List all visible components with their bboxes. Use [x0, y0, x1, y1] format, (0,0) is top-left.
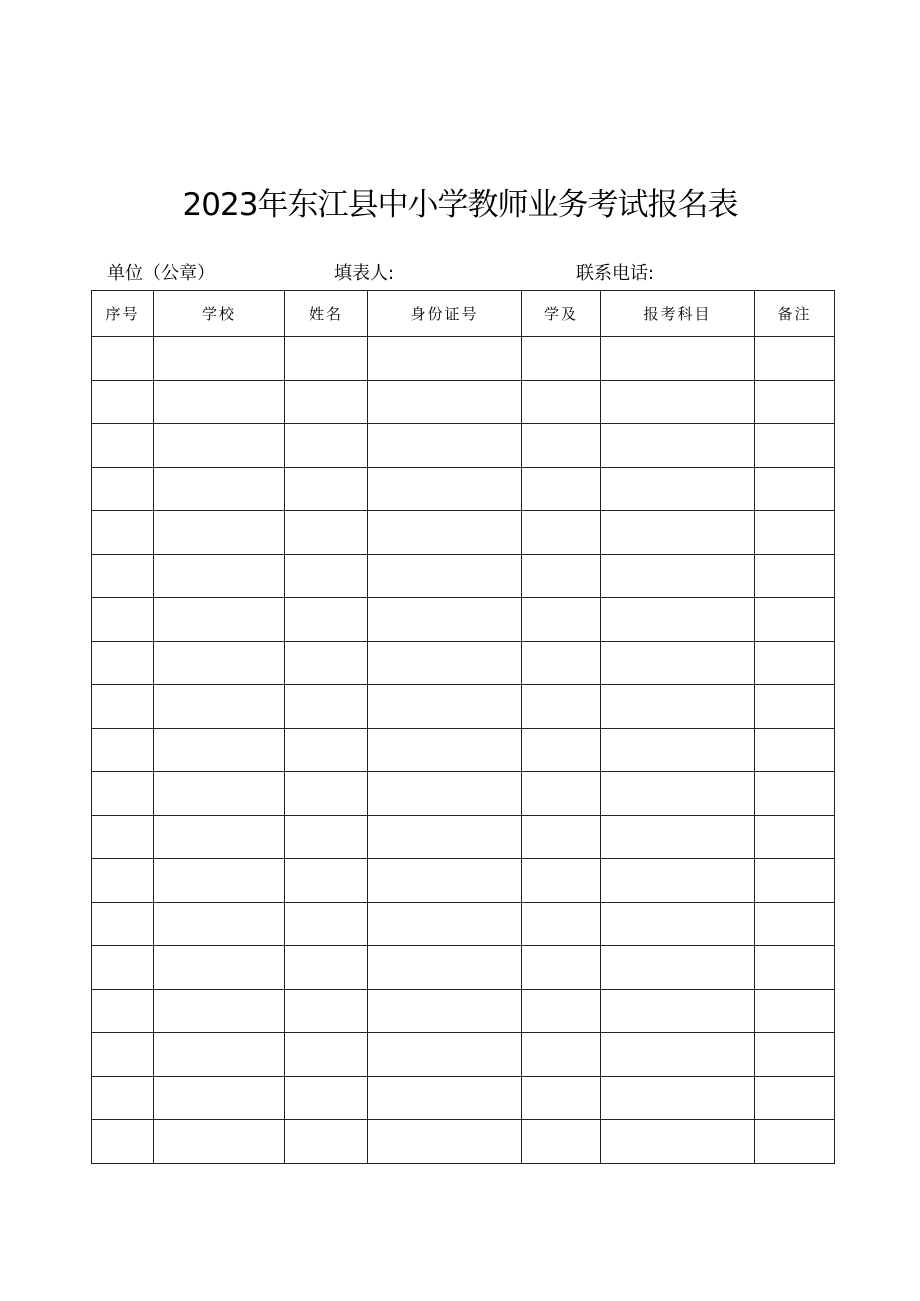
education-cell[interactable] [522, 859, 601, 903]
remarks-cell[interactable] [755, 641, 835, 685]
header-education: 学及 [522, 291, 601, 337]
education-cell[interactable] [522, 1033, 601, 1077]
serial-number-cell[interactable] [92, 511, 154, 555]
exam-subject-cell[interactable] [601, 424, 755, 468]
table-row [92, 641, 835, 685]
name-cell[interactable] [285, 511, 368, 555]
exam-subject-cell[interactable] [601, 946, 755, 990]
education-cell[interactable] [522, 467, 601, 511]
serial-number-cell[interactable] [92, 598, 154, 642]
serial-number-cell[interactable] [92, 1033, 154, 1077]
id-number-cell[interactable] [368, 641, 522, 685]
remarks-cell[interactable] [755, 1076, 835, 1120]
table-row [92, 380, 835, 424]
school-cell[interactable] [154, 1120, 285, 1164]
serial-number-cell[interactable] [92, 859, 154, 903]
id-number-cell[interactable] [368, 859, 522, 903]
id-number-cell[interactable] [368, 902, 522, 946]
education-cell[interactable] [522, 989, 601, 1033]
exam-subject-cell[interactable] [601, 989, 755, 1033]
name-cell[interactable] [285, 946, 368, 990]
filler-label: 填表人: [334, 263, 395, 284]
header-id-number: 身份证号 [368, 291, 522, 337]
id-number-cell[interactable] [368, 554, 522, 598]
serial-number-cell[interactable] [92, 641, 154, 685]
id-number-cell[interactable] [368, 815, 522, 859]
table-row [92, 1033, 835, 1077]
table-row [92, 511, 835, 555]
remarks-cell[interactable] [755, 685, 835, 729]
header-serial-number: 序号 [92, 291, 154, 337]
education-cell[interactable] [522, 554, 601, 598]
remarks-cell[interactable] [755, 337, 835, 381]
school-cell[interactable] [154, 685, 285, 729]
education-cell[interactable] [522, 511, 601, 555]
table-header-row [92, 291, 835, 337]
exam-subject-cell[interactable] [601, 1076, 755, 1120]
name-cell[interactable] [285, 554, 368, 598]
exam-subject-cell[interactable] [601, 1033, 755, 1077]
remarks-cell[interactable] [755, 598, 835, 642]
remarks-cell[interactable] [755, 946, 835, 990]
education-cell[interactable] [522, 1120, 601, 1164]
serial-number-cell[interactable] [92, 902, 154, 946]
serial-number-cell[interactable] [92, 1076, 154, 1120]
education-cell[interactable] [522, 772, 601, 816]
serial-number-cell[interactable] [92, 685, 154, 729]
name-cell[interactable] [285, 815, 368, 859]
education-cell[interactable] [522, 815, 601, 859]
form-title: 2023年东江县中小学教师业务考试报名表 [182, 187, 738, 223]
header-school: 学校 [154, 291, 285, 337]
table-row [92, 728, 835, 772]
school-cell[interactable] [154, 598, 285, 642]
name-cell[interactable] [285, 641, 368, 685]
remarks-cell[interactable] [755, 380, 835, 424]
remarks-cell[interactable] [755, 859, 835, 903]
school-cell[interactable] [154, 337, 285, 381]
id-number-cell[interactable] [368, 511, 522, 555]
remarks-cell[interactable] [755, 1033, 835, 1077]
serial-number-cell[interactable] [92, 337, 154, 381]
serial-number-cell[interactable] [92, 380, 154, 424]
exam-subject-cell[interactable] [601, 641, 755, 685]
id-number-cell[interactable] [368, 380, 522, 424]
school-cell[interactable] [154, 511, 285, 555]
id-number-cell[interactable] [368, 989, 522, 1033]
table-row [92, 989, 835, 1033]
name-cell[interactable] [285, 859, 368, 903]
id-number-cell[interactable] [368, 685, 522, 729]
education-cell[interactable] [522, 1076, 601, 1120]
name-cell[interactable] [285, 598, 368, 642]
exam-subject-cell[interactable] [601, 554, 755, 598]
name-cell[interactable] [285, 989, 368, 1033]
exam-subject-cell[interactable] [601, 1120, 755, 1164]
school-cell[interactable] [154, 1033, 285, 1077]
serial-number-cell[interactable] [92, 1120, 154, 1164]
exam-subject-cell[interactable] [601, 685, 755, 729]
school-cell[interactable] [154, 641, 285, 685]
remarks-cell[interactable] [755, 815, 835, 859]
name-cell[interactable] [285, 1120, 368, 1164]
school-cell[interactable] [154, 424, 285, 468]
remarks-cell[interactable] [755, 1120, 835, 1164]
name-cell[interactable] [285, 1033, 368, 1077]
exam-subject-cell[interactable] [601, 337, 755, 381]
remarks-cell[interactable] [755, 424, 835, 468]
table-row [92, 902, 835, 946]
table-row [92, 946, 835, 990]
name-cell[interactable] [285, 772, 368, 816]
name-cell[interactable] [285, 728, 368, 772]
serial-number-cell[interactable] [92, 467, 154, 511]
exam-subject-cell[interactable] [601, 467, 755, 511]
table-body [92, 337, 835, 1164]
id-number-cell[interactable] [368, 772, 522, 816]
remarks-cell[interactable] [755, 902, 835, 946]
school-cell[interactable] [154, 380, 285, 424]
name-cell[interactable] [285, 337, 368, 381]
education-cell[interactable] [522, 728, 601, 772]
name-cell[interactable] [285, 902, 368, 946]
exam-subject-cell[interactable] [601, 902, 755, 946]
form-meta-line [0, 262, 920, 286]
remarks-cell[interactable] [755, 772, 835, 816]
unit-seal-label: 单位（公章） [107, 263, 215, 284]
table-row [92, 815, 835, 859]
table-row [92, 859, 835, 903]
school-cell[interactable] [154, 1076, 285, 1120]
education-cell[interactable] [522, 598, 601, 642]
school-cell[interactable] [154, 815, 285, 859]
table-row [92, 554, 835, 598]
id-number-cell[interactable] [368, 337, 522, 381]
header-remarks: 备注 [755, 291, 835, 337]
name-cell[interactable] [285, 424, 368, 468]
remarks-cell[interactable] [755, 728, 835, 772]
id-number-cell[interactable] [368, 1076, 522, 1120]
name-cell[interactable] [285, 467, 368, 511]
id-number-cell[interactable] [368, 1033, 522, 1077]
school-cell[interactable] [154, 859, 285, 903]
id-number-cell[interactable] [368, 946, 522, 990]
education-cell[interactable] [522, 424, 601, 468]
school-cell[interactable] [154, 946, 285, 990]
registration-table [91, 290, 835, 1164]
serial-number-cell[interactable] [92, 815, 154, 859]
table-row [92, 685, 835, 729]
remarks-cell[interactable] [755, 554, 835, 598]
exam-subject-cell[interactable] [601, 772, 755, 816]
id-number-cell[interactable] [368, 598, 522, 642]
education-cell[interactable] [522, 380, 601, 424]
school-cell[interactable] [154, 902, 285, 946]
exam-subject-cell[interactable] [601, 859, 755, 903]
id-number-cell[interactable] [368, 1120, 522, 1164]
name-cell[interactable] [285, 1076, 368, 1120]
education-cell[interactable] [522, 685, 601, 729]
serial-number-cell[interactable] [92, 946, 154, 990]
table-row [92, 598, 835, 642]
exam-subject-cell[interactable] [601, 598, 755, 642]
serial-number-cell[interactable] [92, 728, 154, 772]
serial-number-cell[interactable] [92, 554, 154, 598]
school-cell[interactable] [154, 728, 285, 772]
exam-subject-cell[interactable] [601, 380, 755, 424]
serial-number-cell[interactable] [92, 772, 154, 816]
school-cell[interactable] [154, 467, 285, 511]
education-cell[interactable] [522, 641, 601, 685]
remarks-cell[interactable] [755, 511, 835, 555]
name-cell[interactable] [285, 685, 368, 729]
education-cell[interactable] [522, 946, 601, 990]
school-cell[interactable] [154, 554, 285, 598]
header-name: 姓名 [285, 291, 368, 337]
serial-number-cell[interactable] [92, 989, 154, 1033]
table-row [92, 1120, 835, 1164]
serial-number-cell[interactable] [92, 424, 154, 468]
exam-subject-cell[interactable] [601, 728, 755, 772]
id-number-cell[interactable] [368, 728, 522, 772]
header-exam-subject: 报考科目 [601, 291, 755, 337]
school-cell[interactable] [154, 772, 285, 816]
exam-subject-cell[interactable] [601, 815, 755, 859]
name-cell[interactable] [285, 380, 368, 424]
table-row [92, 467, 835, 511]
education-cell[interactable] [522, 337, 601, 381]
table-row [92, 424, 835, 468]
contact-phone-label: 联系电话: [576, 263, 655, 284]
table-row [92, 772, 835, 816]
education-cell[interactable] [522, 902, 601, 946]
exam-subject-cell[interactable] [601, 511, 755, 555]
remarks-cell[interactable] [755, 467, 835, 511]
table-row [92, 337, 835, 381]
id-number-cell[interactable] [368, 424, 522, 468]
remarks-cell[interactable] [755, 989, 835, 1033]
school-cell[interactable] [154, 989, 285, 1033]
id-number-cell[interactable] [368, 467, 522, 511]
table-row [92, 1076, 835, 1120]
